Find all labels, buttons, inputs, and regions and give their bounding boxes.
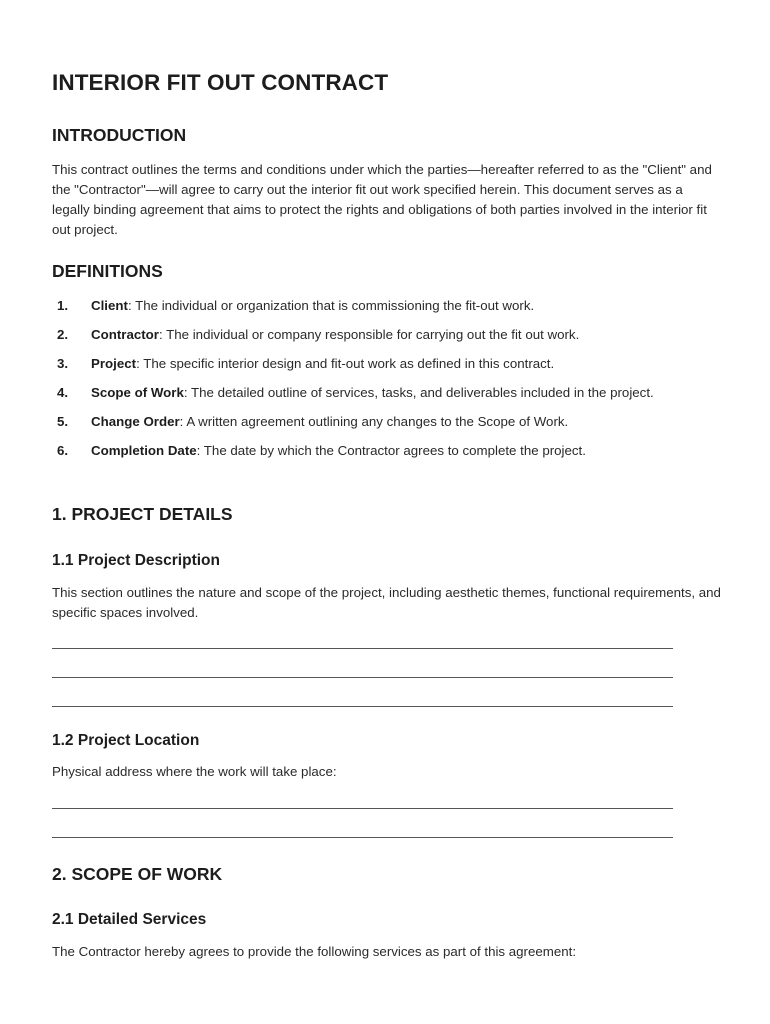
definition-number: 5.: [57, 414, 69, 429]
project-description-fill-line[interactable]: [52, 648, 673, 649]
definition-item: [52, 441, 712, 461]
introduction-heading: INTRODUCTION: [52, 125, 187, 145]
definition-item: [52, 296, 712, 316]
definition-item: [52, 383, 712, 403]
definitions-list: [52, 296, 712, 461]
definition-number: 4.: [57, 385, 69, 400]
definition-number: 1.: [57, 298, 69, 313]
definition-term: Change Order: [91, 414, 180, 429]
definition-item: [52, 325, 712, 345]
project-description-fill-line[interactable]: [52, 706, 673, 707]
definition-number: 2.: [57, 327, 69, 342]
project-location-fill-line[interactable]: [52, 837, 673, 838]
definition-number: 3.: [57, 356, 69, 371]
project-location-paragraph: Physical address where the work will take place:: [52, 764, 337, 779]
project-location-fill-line[interactable]: [52, 808, 673, 809]
definition-text: : A written agreement outlining any changes to the Scope of Work.: [179, 414, 569, 429]
definitions-heading: DEFINITIONS: [52, 261, 163, 281]
project-description-paragraph: This section outlines the nature and scope of the project, including aesthetic themes, functional requirements, and specific spaces involved.: [52, 585, 721, 620]
definition-term: Scope of Work: [91, 385, 184, 400]
project-description-heading: 1.1 Project Description: [52, 552, 220, 569]
definition-term: Project: [91, 356, 137, 371]
definition-number: 6.: [57, 443, 69, 458]
definition-term: Client: [91, 298, 128, 313]
definition-item: [52, 354, 712, 374]
definition-text: : The individual or organization that is commissioning the fit-out work.: [127, 298, 535, 313]
detailed-services-paragraph: The Contractor hereby agrees to provide the following services as part of this agreement:: [52, 944, 577, 959]
document-title: INTERIOR FIT OUT CONTRACT: [52, 70, 389, 95]
definition-text: : The individual or company responsible for carrying out the fit out work.: [158, 327, 580, 342]
definition-term: Contractor: [91, 327, 159, 342]
definition-text: : The specific interior design and fit-out work as defined in this contract.: [136, 356, 555, 371]
project-description-fill-line[interactable]: [52, 677, 673, 678]
definition-item: [52, 412, 712, 432]
definition-text: : The detailed outline of services, tasks, and deliverables included in the project.: [183, 385, 654, 400]
scope-of-work-heading: 2. SCOPE OF WORK: [52, 864, 223, 884]
detailed-services-heading: 2.1 Detailed Services: [52, 911, 207, 928]
definition-term: Completion Date: [91, 443, 197, 458]
project-location-heading: 1.2 Project Location: [52, 732, 200, 749]
definition-text: : The date by which the Contractor agrees to complete the project.: [196, 443, 586, 458]
project-details-heading: 1. PROJECT DETAILS: [52, 504, 233, 524]
introduction-paragraph: This contract outlines the terms and conditions under which the parties—hereafter referred to as the "Client" and the "Contractor"—will agree to carry out the interior fit out work specified herein. This document serves as a legally binding agreement that aims to protect the rights and obligations of both parties involved in the interior fit out project.: [52, 162, 712, 237]
